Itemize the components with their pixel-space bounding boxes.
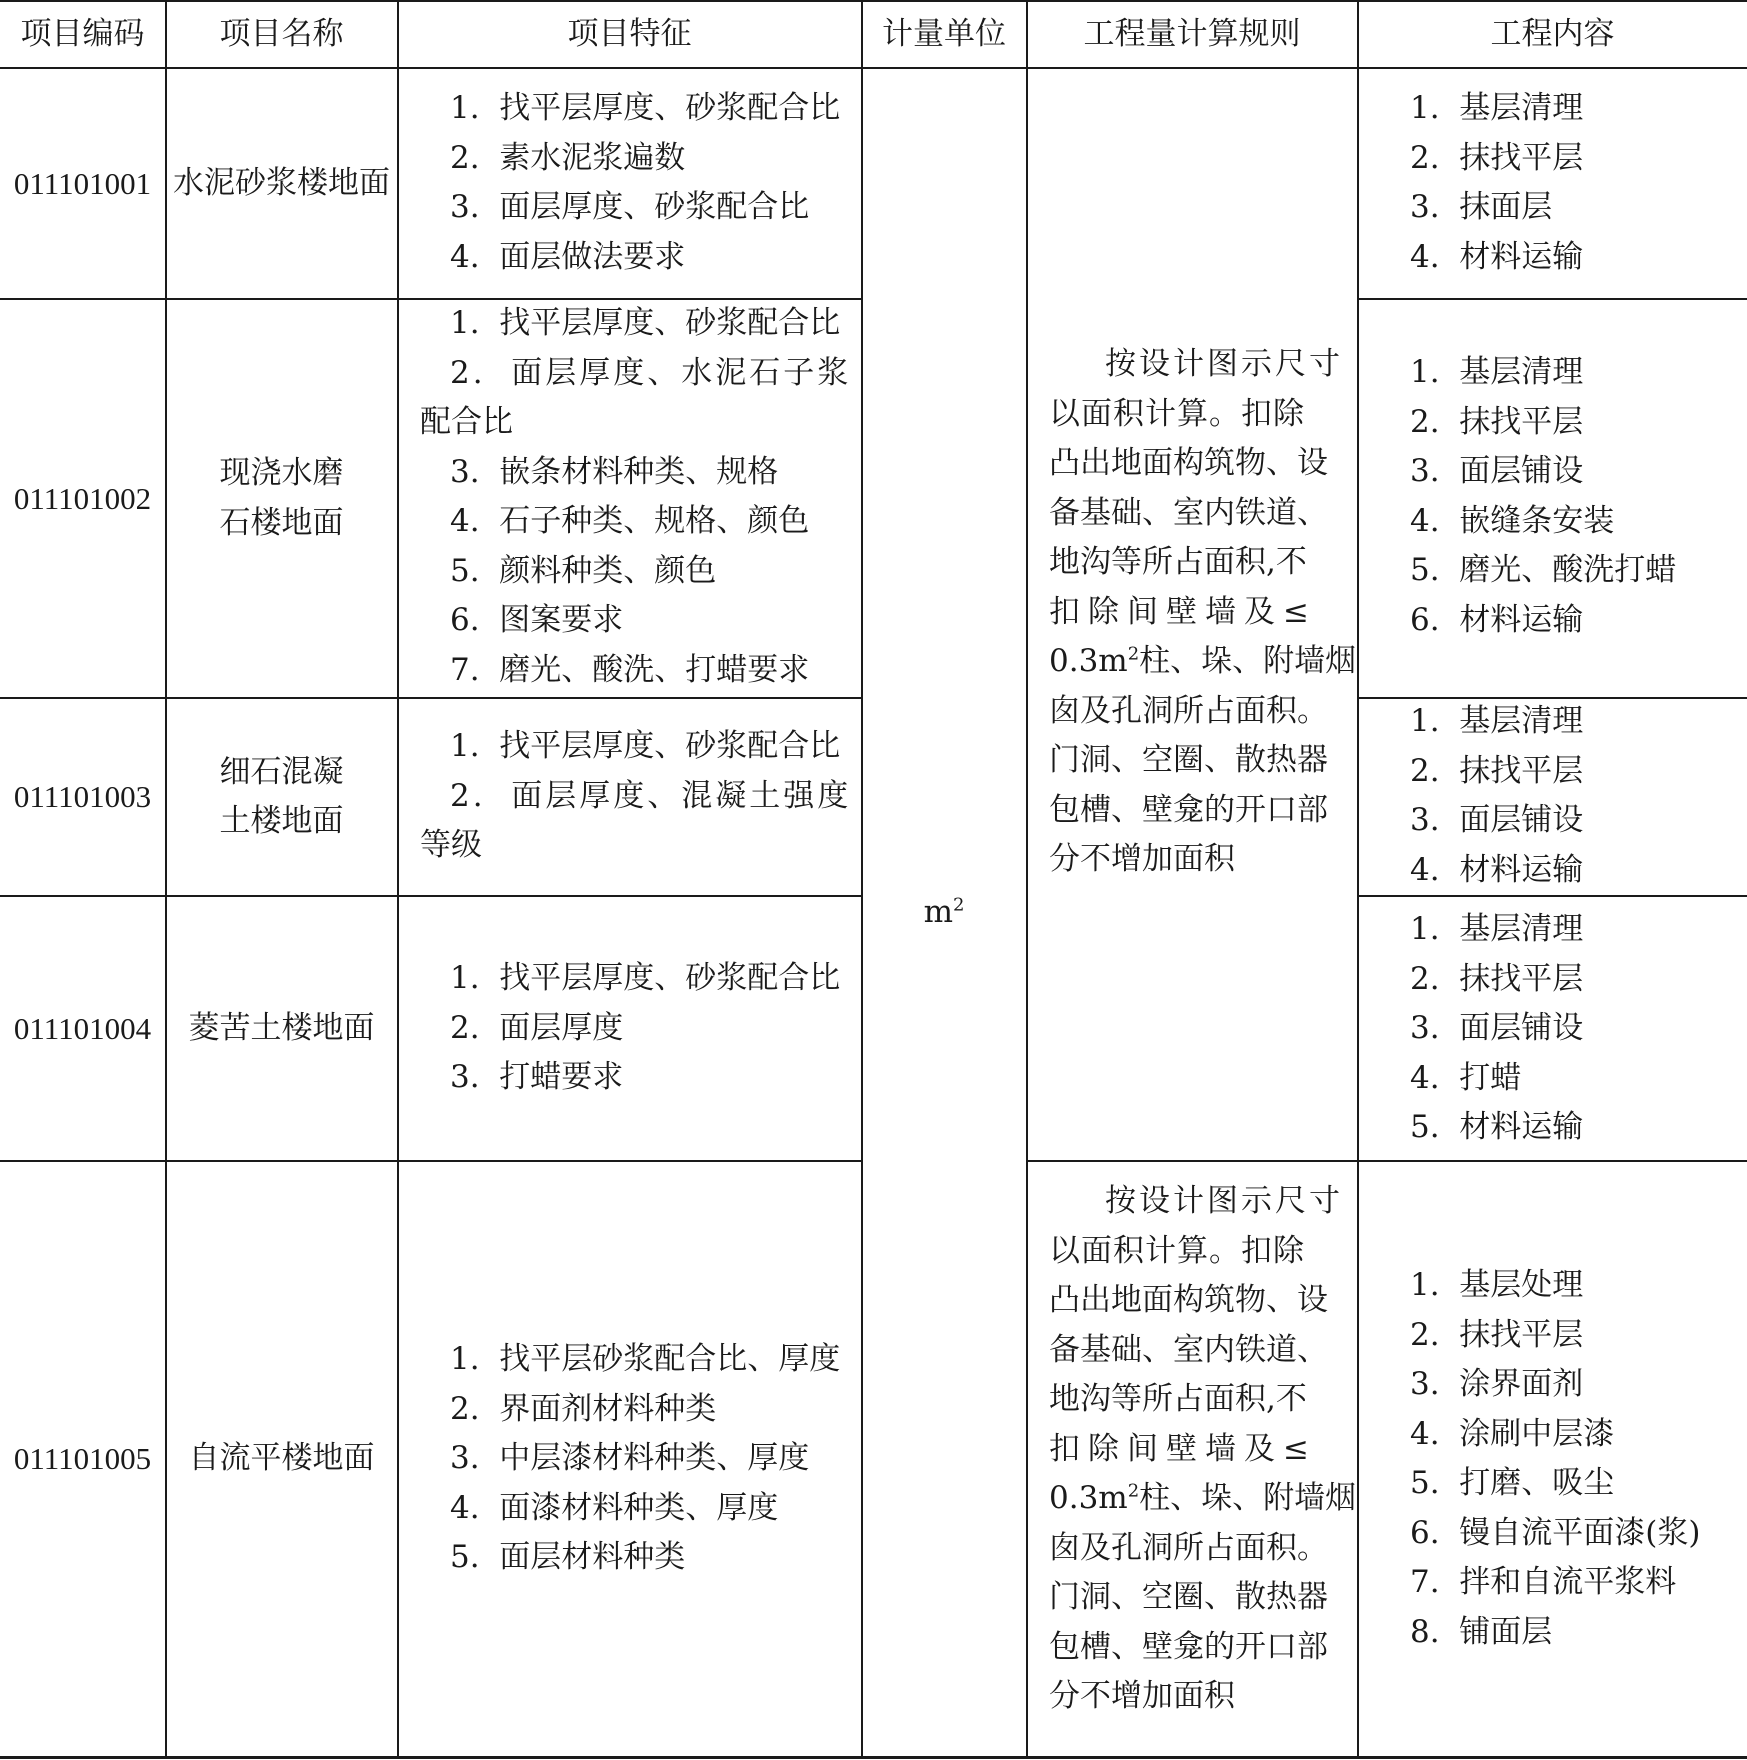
item-name: 自流平楼地面 [188, 1440, 375, 1477]
item-features: 1. 找平层厚度、砂浆配合比 2. 素水泥浆遍数 3. 面层厚度、砂浆配合比 4. 面层做法要求 [450, 90, 841, 275]
item-code: 011101004 [13, 1010, 152, 1046]
item-code: 011101002 [13, 480, 152, 516]
item-name: 水泥砂浆楼地面 [173, 164, 390, 201]
area-limit: $0.3m^2$ [1049, 1480, 1140, 1516]
header-code: 项目编码 [20, 15, 145, 52]
item-name: 现浇水磨 石楼地面 [219, 455, 344, 541]
row-divider [1357, 298, 1747, 300]
row-divider [1026, 1160, 1358, 1162]
item-content: 1. 基层清理 2. 抹找平层 3. 抹面层 4. 材料运输 [1410, 90, 1584, 275]
area-limit: $0.3m^2$ [1049, 643, 1140, 679]
calc-rule-text: 按设计图示尺寸 以面积计算。扣除 凸出地面构筑物、设 备基础、室内铁道、 地沟等所占面积,不 扣除间壁墙及≤ $0.3m^2$柱、垛、附墙烟 囱及孔洞所占面积。 门洞、空圈、散热器 包槽、壁龛的开口部 分不增加面积 [1049, 1183, 1357, 1714]
unit-cell [862, 69, 1026, 1756]
row-divider [1357, 1160, 1747, 1162]
item-code: 011101003 [13, 779, 152, 815]
item-content: 1. 基层清理 2. 抹找平层 3. 面层铺设 4. 嵌缝条安装 5. 磨光、酸洗打蜡 6. 材料运输 [1410, 354, 1677, 638]
row-divider [1357, 895, 1747, 897]
item-features: 1. 找平层厚度、砂浆配合比 2. 面层厚度、水泥石子浆 配合比 3. 嵌条材料种类、规格 4. 石子种类、规格、颜色 5. 颜料种类、颜色 6. 图案要求 7. 磨光、酸洗、打蜡要求 [420, 305, 852, 688]
item-code: 011101001 [13, 165, 152, 201]
header-content: 工程内容 [1490, 15, 1615, 52]
table-bottom-rule [0, 1756, 1747, 1759]
item-code: 011101005 [13, 1441, 152, 1477]
unit-value: $m^2$ [923, 893, 965, 930]
item-features: 1. 找平层厚度、砂浆配合比 2. 面层厚度、混凝土强度 等级 [420, 728, 852, 863]
item-content: 1. 基层处理 2. 抹找平层 3. 涂界面剂 4. 涂刷中层漆 5. 打磨、吸尘 6. 镘自流平面漆(浆) 7. 拌和自流平浆料 8. 铺面层 [1410, 1267, 1701, 1650]
item-content: 1. 基层清理 2. 抹找平层 3. 面层铺设 4. 材料运输 [1410, 703, 1584, 888]
item-content: 1. 基层清理 2. 抹找平层 3. 面层铺设 4. 打蜡 5. 材料运输 [1410, 911, 1584, 1145]
item-name: 细石混凝 土楼地面 [219, 753, 344, 839]
header-rule: 工程量计算规则 [1083, 15, 1301, 52]
header-unit: 计量单位 [882, 15, 1006, 52]
item-name: 菱苦土楼地面 [188, 1009, 375, 1046]
calc-rule-text: 按设计图示尺寸 以面积计算。扣除 凸出地面构筑物、设 备基础、室内铁道、 地沟等所占面积,不 扣除间壁墙及≤ $0.3m^2$柱、垛、附墙烟 囱及孔洞所占面积。 门洞、空圈、散热器 包槽、壁龛的开口部 分不增加面积 [1049, 346, 1357, 877]
header-name: 项目名称 [219, 15, 344, 52]
item-features: 1. 找平层砂浆配合比、厚度 2. 界面剂材料种类 3. 中层漆材料种类、厚度 4. 面漆材料种类、厚度 5. 面层材料种类 [450, 1341, 841, 1575]
item-features: 1. 找平层厚度、砂浆配合比 2. 面层厚度 3. 打蜡要求 [450, 960, 841, 1095]
header-features: 项目特征 [567, 15, 692, 52]
